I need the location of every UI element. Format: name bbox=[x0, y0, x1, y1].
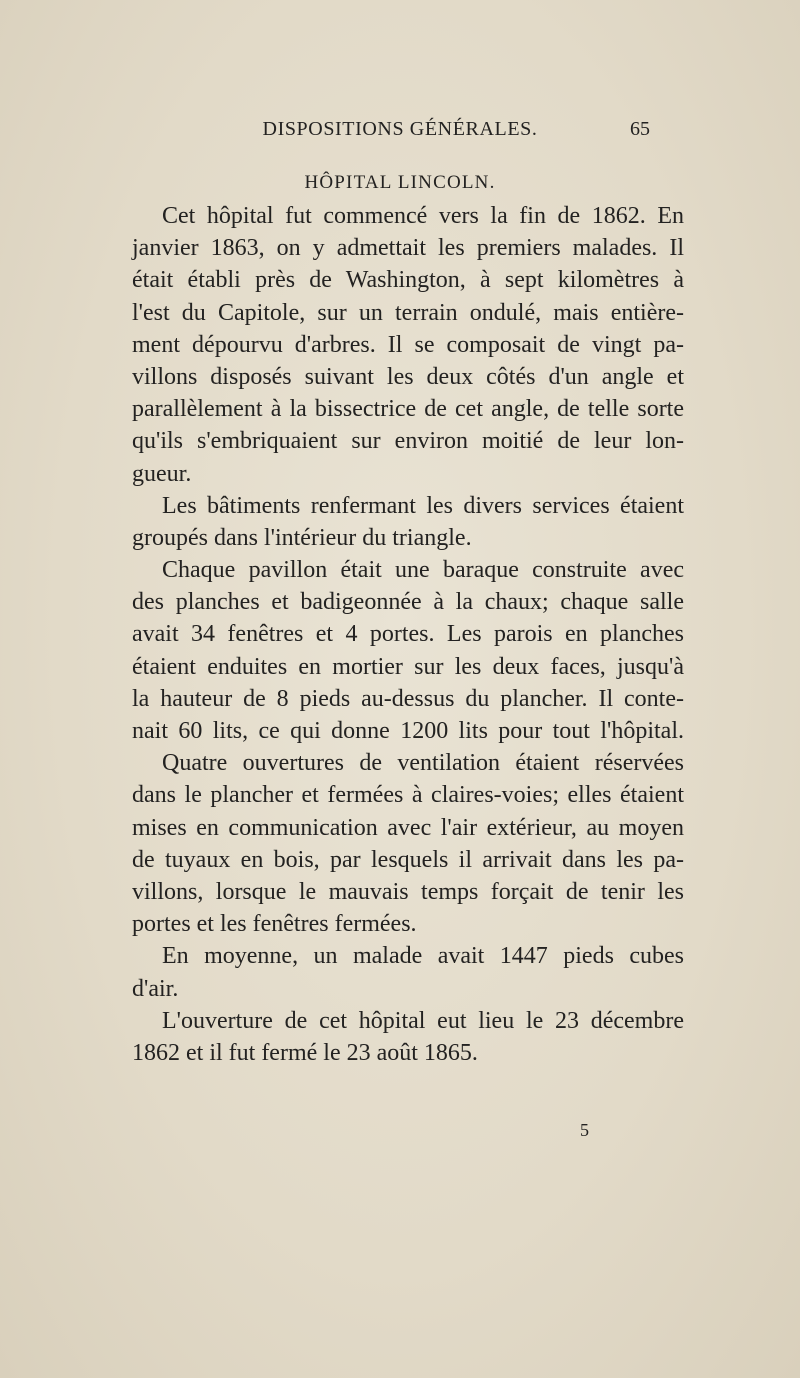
body-text bbox=[132, 200, 684, 1069]
text-line: ment dépourvu d'arbres. Il se composait de vingt pa- bbox=[132, 331, 684, 358]
text-line: groupés dans l'intérieur du triangle. bbox=[132, 524, 472, 551]
text-line: Chaque pavillon était une baraque construite avec bbox=[162, 557, 684, 584]
running-head bbox=[0, 118, 800, 146]
text-line: parallèlement à la bissectrice de cet angle, de telle sorte bbox=[132, 396, 684, 423]
text-line: Cet hôpital fut commencé vers la fin de 1862. En bbox=[162, 203, 684, 229]
text-line: L'ouverture de cet hôpital eut lieu le 23 décembre bbox=[162, 1007, 684, 1034]
text-line: étaient enduites en mortier sur les deux faces, jusqu'à bbox=[132, 653, 684, 680]
text-line: nait 60 lits, ce qui donne 1200 lits pour tout l'hôpital. bbox=[132, 718, 684, 744]
text-line: gueur. bbox=[132, 460, 192, 487]
text-line: l'est du Capitole, sur un terrain ondulé, mais entière- bbox=[132, 299, 684, 326]
text-line: Les bâtiments renfermant les divers services étaient bbox=[162, 492, 684, 519]
text-line: avait 34 fenêtres et 4 portes. Les parois en planches bbox=[132, 621, 684, 648]
text-line: villons, lorsque le mauvais temps forçait de tenir les bbox=[132, 878, 684, 905]
text-line: de tuyaux en bois, par lesquels il arrivait dans les pa- bbox=[132, 846, 684, 873]
text-line: mises en communication avec l'air extérieur, au moyen bbox=[132, 814, 684, 841]
running-title: DISPOSITIONS GÉNÉRALES. bbox=[262, 118, 538, 140]
text-line: des planches et badigeonnée à la chaux; chaque salle bbox=[132, 589, 684, 616]
page-number: 65 bbox=[630, 118, 650, 140]
text-line: 1862 et il fut fermé le 23 août 1865. bbox=[132, 1039, 478, 1066]
text-line: En moyenne, un malade avait 1447 pieds cubes bbox=[162, 943, 684, 970]
text-line: villons disposés suivant les deux côtés d'un angle et bbox=[132, 363, 684, 390]
text-line: la hauteur de 8 pieds au-dessus du plancher. Il conte- bbox=[132, 685, 684, 712]
signature-mark: 5 bbox=[580, 1120, 589, 1140]
text-line: qu'ils s'embriquaient sur environ moitié de leur lon- bbox=[132, 428, 684, 455]
text-line: janvier 1863, on y admettait les premiers malades. Il bbox=[132, 235, 684, 262]
section-title: HÔPITAL LINCOLN. bbox=[304, 172, 496, 193]
text-line: dans le plancher et fermées à claires-voies; elles étaient bbox=[132, 782, 684, 809]
text-line: d'air. bbox=[132, 975, 179, 1002]
text-line: était établi près de Washington, à sept kilomètres à bbox=[132, 267, 684, 294]
text-line: portes et les fenêtres fermées. bbox=[132, 911, 417, 938]
text-line: Quatre ouvertures de ventilation étaient réservées bbox=[162, 750, 684, 777]
